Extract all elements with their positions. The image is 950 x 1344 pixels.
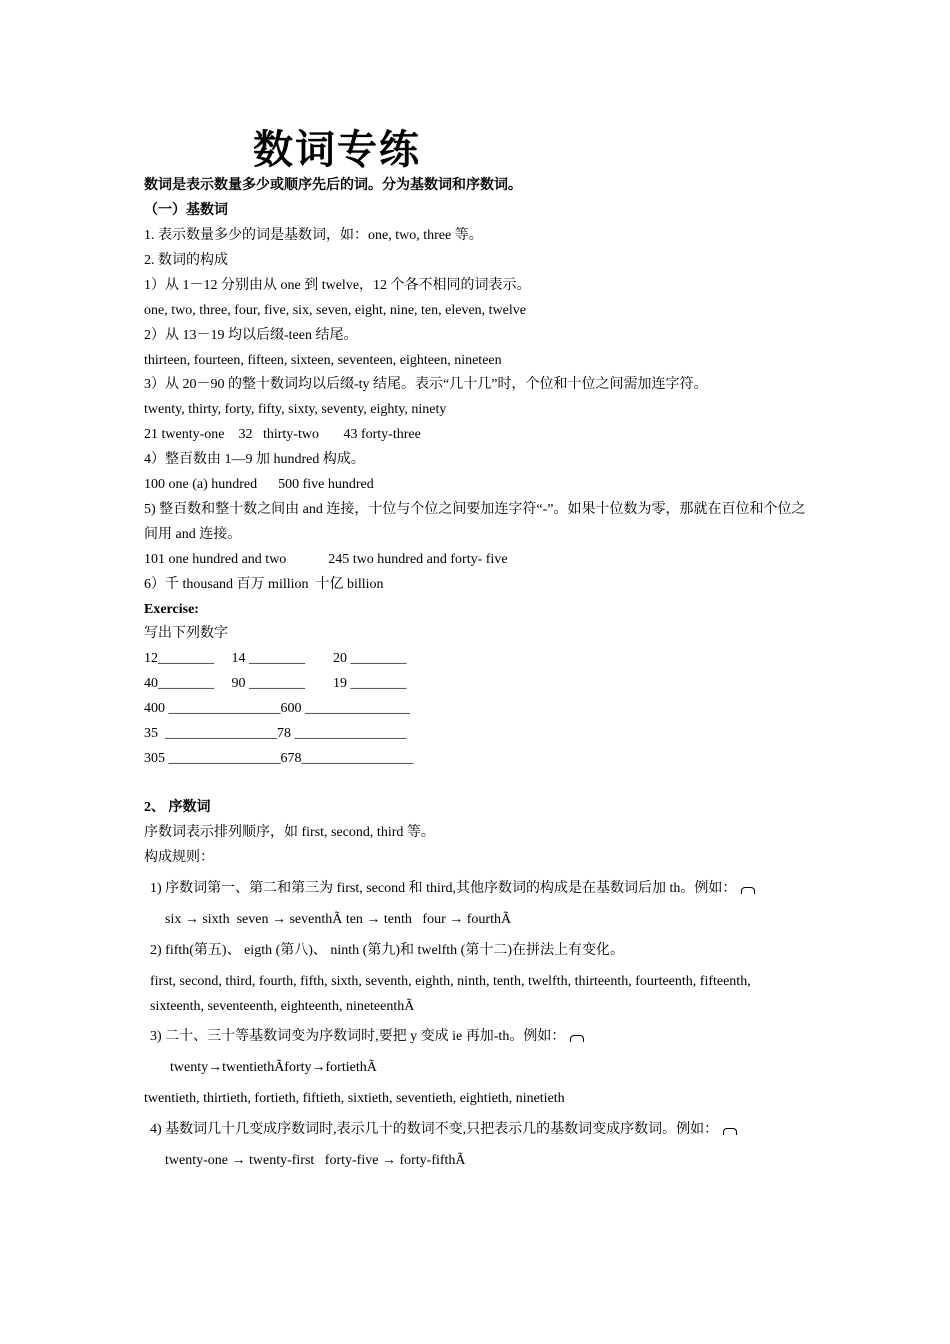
cardinal-line-11: 100 one (a) hundred 500 five hundred [144,477,374,492]
cardinal-line-4: one, two, three, four, five, six, seven, eight, nine, ten, eleven, twelve [144,303,526,318]
cardinal-line-8: twenty, thirty, forty, fifty, sixty, seventy, eighty, ninety [144,402,447,417]
ordinal-rule-3-text: 3) 二十、三十等基数词变为序数词时,要把 y 变成 ie 再加-th。例如： [150,1029,566,1044]
cardinal-line-12a: 5) 整百数和整十数之间由 and 连接，十位与个位之间要加连字符“-”。如果十位数为零，那就在百位和个位之 [144,502,806,517]
exercise-row-3: 400 ________________600 _______________ [144,701,410,716]
ordinal-line-2: 构成规则： [144,850,214,865]
cardinal-line-1: 1. 表示数量多少的词是基数词，如：one, two, three 等。 [144,228,483,243]
ordinal-rule-3 [150,1027,584,1047]
cardinal-line-2: 2. 数词的构成 [144,253,228,268]
cardinal-line-12b: 间用 and 连接。 [144,527,242,542]
ordinal-rule-1-text: 1) 序数词第一、第二和第三为 first, second 和 third,其他序数词的构成是在基数词后加 th。例如： [150,881,737,896]
ordinal-rule-4-example: twenty-one → twenty-first forty-five → forty-fifthÃ [165,1153,466,1168]
intro-text: 数词是表示数量多少或顺序先后的词。分为基数词和序数词。 [144,178,522,193]
ordinal-line-1: 序数词表示排列顺序，如 first, second, third 等。 [144,825,435,840]
ordinal-rule-4 [150,1120,737,1140]
ordinal-rule-2-example-b: sixteenth, seventeenth, eighteenth, nineteenthÃ [150,999,415,1014]
ordinal-rule-1 [150,879,755,899]
cardinal-line-6: thirteen, fourteen, fifteen, sixteen, seventeen, eighteen, nineteen [144,353,502,368]
cardinal-line-14: 6）千 thousand 百万 million 十亿 billion [144,577,384,592]
exercise-instruction: 写出下列数字 [144,626,228,641]
ordinal-rule-3-list: twentieth, thirtieth, fortieth, fiftieth, sixtieth, seventieth, eightieth, ninetieth [144,1091,565,1106]
ordinal-rule-4-text: 4) 基数词几十几变成序数词时,表示几十的数词不变,只把表示几的基数词变成序数词。例如： [150,1122,719,1137]
cardinal-line-5: 2）从 13－19 均以后缀-teen 结尾。 [144,328,358,343]
cardinal-line-7: 3）从 20－90 的整十数词均以后缀-ty 结尾。表示“几十几”时，个位和十位之间需加连字符。 [144,377,708,392]
exercise-row-1: 12________ 14 ________ 20 ________ [144,651,407,666]
ordinal-rule-3-example: twenty→twentiethÃforty→fortiethÃ [170,1060,377,1075]
exercise-heading: Exercise: [144,602,199,617]
cardinal-line-10: 4）整百数由 1—9 加 hundred 构成。 [144,452,365,467]
exercise-row-4: 35 ________________78 ________________ [144,726,407,741]
ordinal-rule-2-example-a: first, second, third, fourth, fifth, sixth, seventh, eighth, ninth, tenth, twelfth, thirteenth, fourteenth, fifteenth, [150,974,751,989]
page-title: 数词专练 [253,127,421,173]
arc-symbol-icon [723,1128,737,1135]
ordinal-rule-1-example: six → sixth seven → seventhÃ ten → tenth four → fourthÃ [165,912,512,927]
ordinal-heading: 2、 序数词 [144,800,211,815]
exercise-row-2: 40________ 90 ________ 19 ________ [144,676,407,691]
cardinal-heading: （一）基数词 [144,203,228,218]
ordinal-rule-2: 2) fifth(第五)、 eigth (第八)、 ninth (第九)和 twelfth (第十二)在拼法上有变化。 [150,943,624,958]
cardinal-line-9: 21 twenty-one 32 thirty-two 43 forty-three [144,427,421,442]
exercise-row-5: 305 ________________678________________ [144,751,414,766]
arc-symbol-icon [741,887,755,894]
cardinal-line-13: 101 one hundred and two 245 two hundred and forty- five [144,552,508,567]
cardinal-line-3: 1）从 1－12 分别由从 one 到 twelve，12 个各不相同的词表示。 [144,278,531,293]
arc-symbol-icon [570,1035,584,1042]
